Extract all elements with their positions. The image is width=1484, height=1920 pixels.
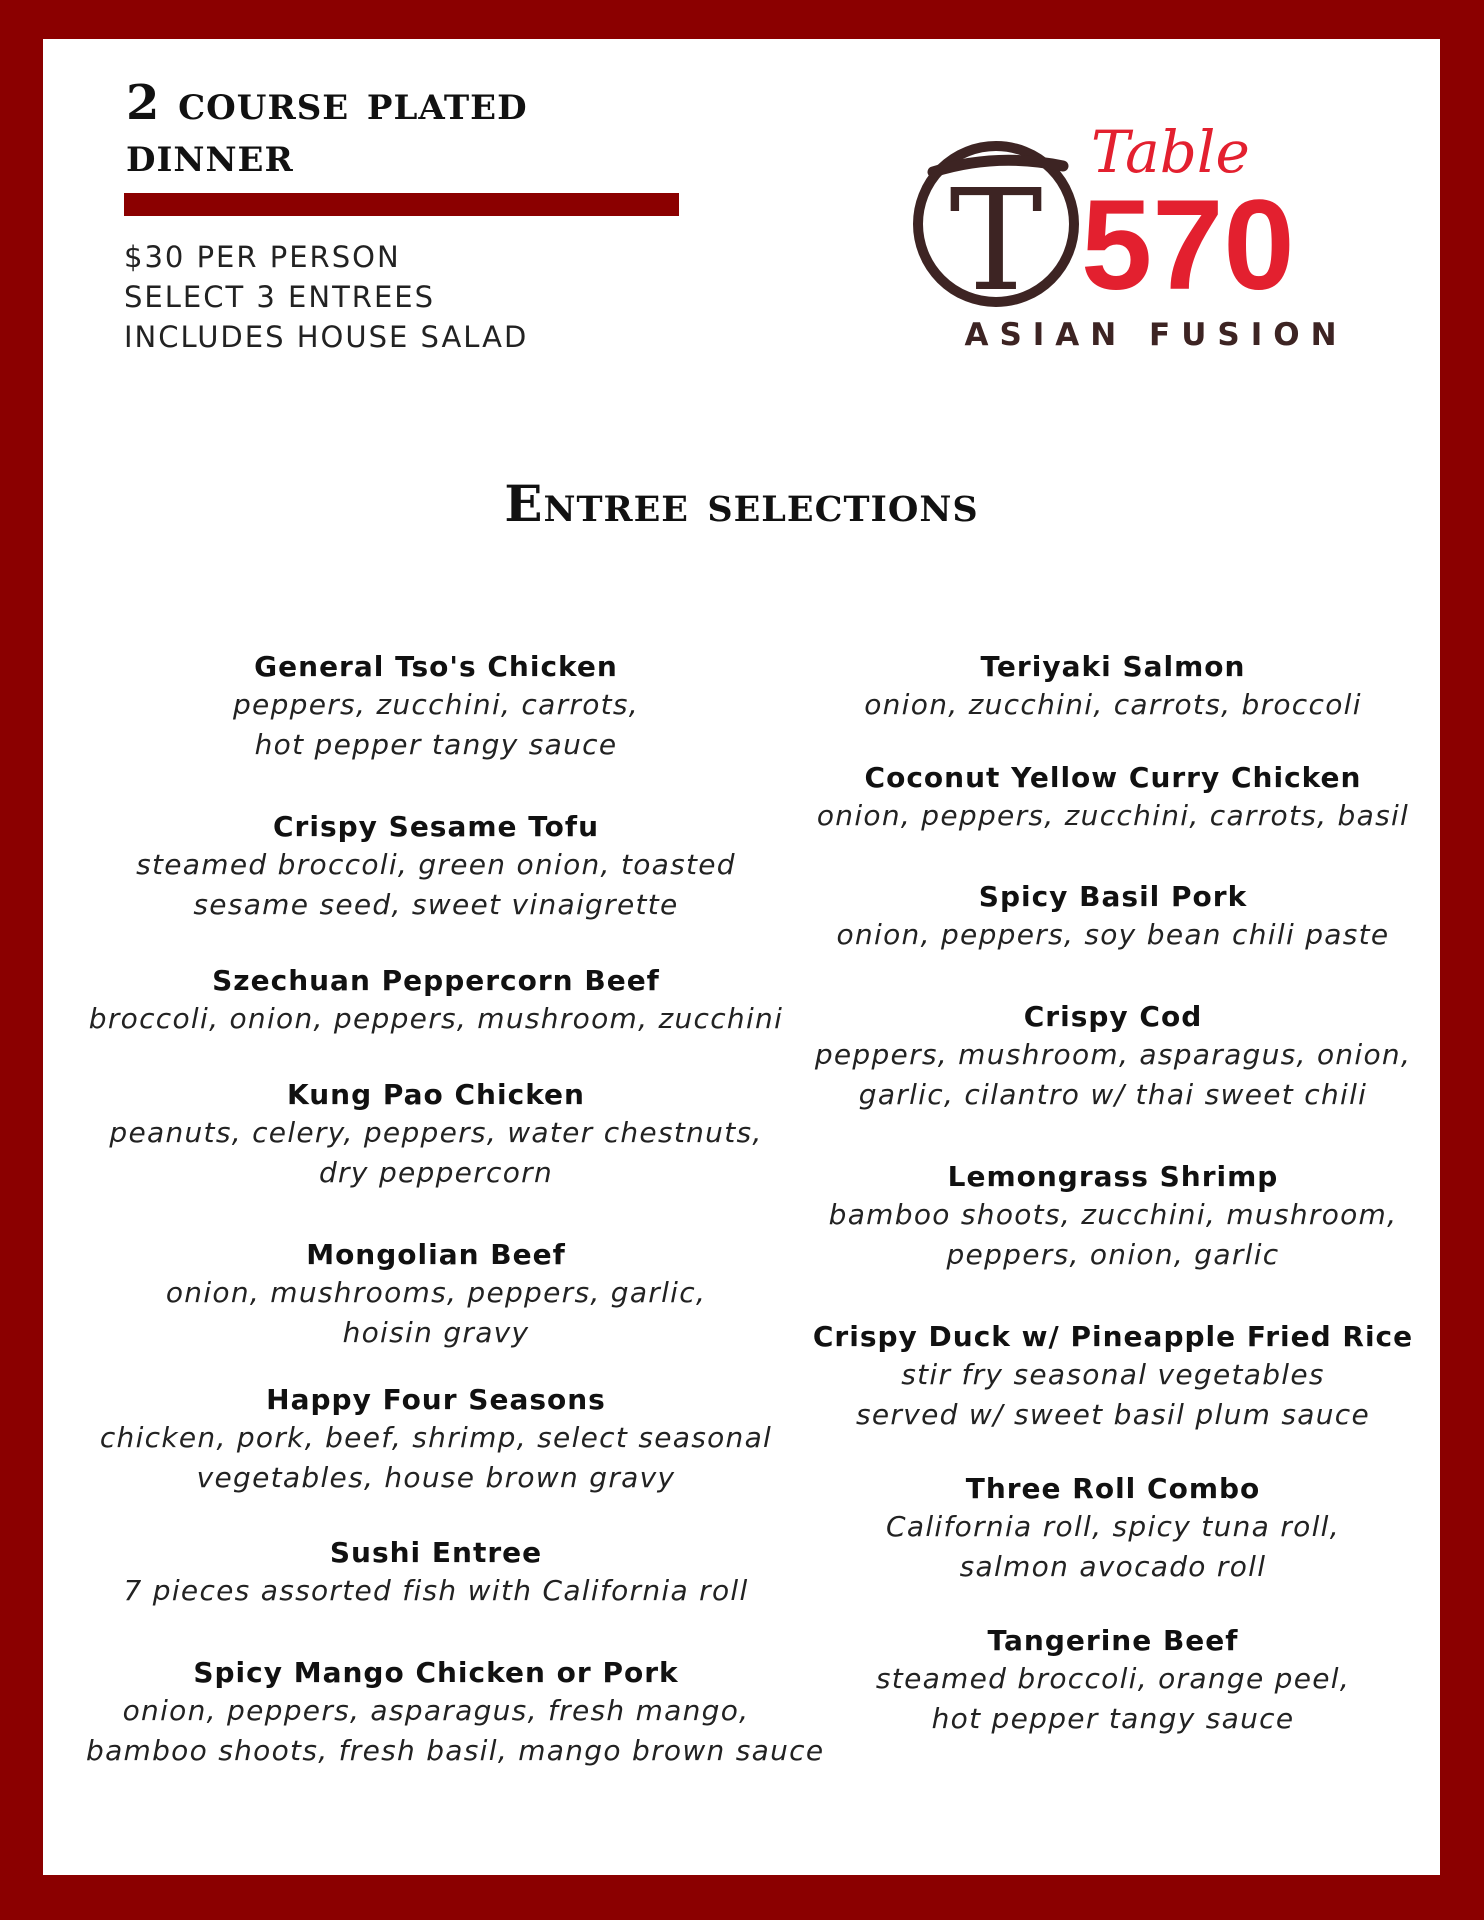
item-name: Szechuan Peppercorn Beef [212,964,660,997]
menu-item [803,1471,1423,1587]
item-name: Spicy Mango Chicken or Pork [193,1656,679,1689]
item-description: 7 pieces assorted fish with California roll [123,1574,749,1607]
price-line: $30 PER PERSON [124,240,401,274]
item-description: onion, zucchini, carrots, broccoli [864,688,1362,721]
item-description: vegetables, house brown gravy [196,1461,676,1494]
item-name: Lemongrass Shrimp [947,1160,1279,1193]
item-name: Spicy Basil Pork [978,880,1248,913]
item-description: chicken, pork, beef, shrimp, select seasonal [99,1421,773,1454]
menu-item [803,999,1423,1115]
item-description: bamboo shoots, zucchini, mushroom, [828,1198,1398,1231]
menu-item [86,809,786,925]
restaurant-logo [911,94,1401,364]
menu-item [86,1077,786,1193]
item-description: peppers, onion, garlic [946,1238,1280,1271]
item-description: broccoli, onion, peppers, mushroom, zucchini [88,1002,784,1035]
item-description: hoisin gravy [342,1316,530,1349]
section-title: Entree selections [504,474,979,533]
item-name: Three Roll Combo [965,1472,1261,1505]
menu-item [86,1237,786,1353]
item-description: garlic, cilantro w/ thai sweet chili [858,1078,1368,1111]
item-name: Sushi Entree [329,1536,543,1569]
page-title [126,77,666,181]
menu-item [803,1319,1423,1435]
menu-item [86,963,786,1039]
item-description: California roll, spicy tuna roll, [886,1510,1340,1543]
item-description: peanuts, celery, peppers, water chestnuts, [109,1116,763,1149]
item-description: steamed broccoli, orange peel, [875,1662,1351,1695]
menu-item [803,879,1423,955]
menu-item [86,649,786,765]
item-description: sesame seed, sweet vinaigrette [193,888,679,921]
logo-word: Table [1091,118,1250,186]
title-line-2: dinner [126,127,294,183]
item-description: salmon avocado roll [959,1550,1267,1583]
item-name: Crispy Sesame Tofu [272,810,600,843]
item-name: Coconut Yellow Curry Chicken [864,761,1362,794]
item-name: Tangerine Beef [987,1624,1239,1657]
item-description: stir fry seasonal vegetables [901,1358,1325,1391]
logo-number: 570 [1081,174,1295,317]
menu-item [803,649,1423,725]
item-description: bamboo shoots, fresh basil, mango brown sauce [86,1734,825,1767]
logo-tagline: ASIAN FUSION [964,317,1348,353]
menu-item [86,1382,786,1498]
item-description: onion, peppers, asparagus, fresh mango, [122,1694,750,1727]
includes-line: INCLUDES HOUSE SALAD [124,320,529,354]
menu-item [86,1655,825,1771]
item-description: dry peppercorn [318,1156,554,1189]
item-description: onion, peppers, zucchini, carrots, basil [816,799,1410,832]
item-name: General Tso's Chicken [254,650,618,683]
item-description: onion, mushrooms, peppers, garlic, [165,1276,707,1309]
item-name: Teriyaki Salmon [980,650,1246,683]
pricing-info [124,237,528,357]
menu-page [43,39,1440,1875]
item-description: peppers, mushroom, asparagus, onion, [814,1038,1412,1071]
item-description: peppers, zucchini, carrots, [232,688,640,721]
logo-t-letter: T [949,160,1043,323]
menu-item [803,1623,1423,1739]
menu-item [803,1159,1423,1275]
item-name: Crispy Cod [1023,1000,1203,1033]
item-name: Kung Pao Chicken [287,1078,585,1111]
title-divider [124,193,679,216]
menu-item [86,1535,786,1611]
menu-item [803,760,1423,836]
item-description: hot pepper tangy sauce [931,1702,1295,1735]
item-description: onion, peppers, soy bean chili paste [836,918,1390,951]
item-description: hot pepper tangy sauce [254,728,618,761]
selection-rule-line: SELECT 3 ENTREES [124,280,435,314]
item-description: served w/ sweet basil plum sauce [855,1398,1371,1431]
item-name: Mongolian Beef [306,1238,566,1271]
item-name: Happy Four Seasons [266,1383,606,1416]
item-description: steamed broccoli, green onion, toasted [136,848,736,881]
title-line-1: 2 course plated [126,75,528,131]
item-name: Crispy Duck w/ Pineapple Fried Rice [812,1320,1414,1353]
